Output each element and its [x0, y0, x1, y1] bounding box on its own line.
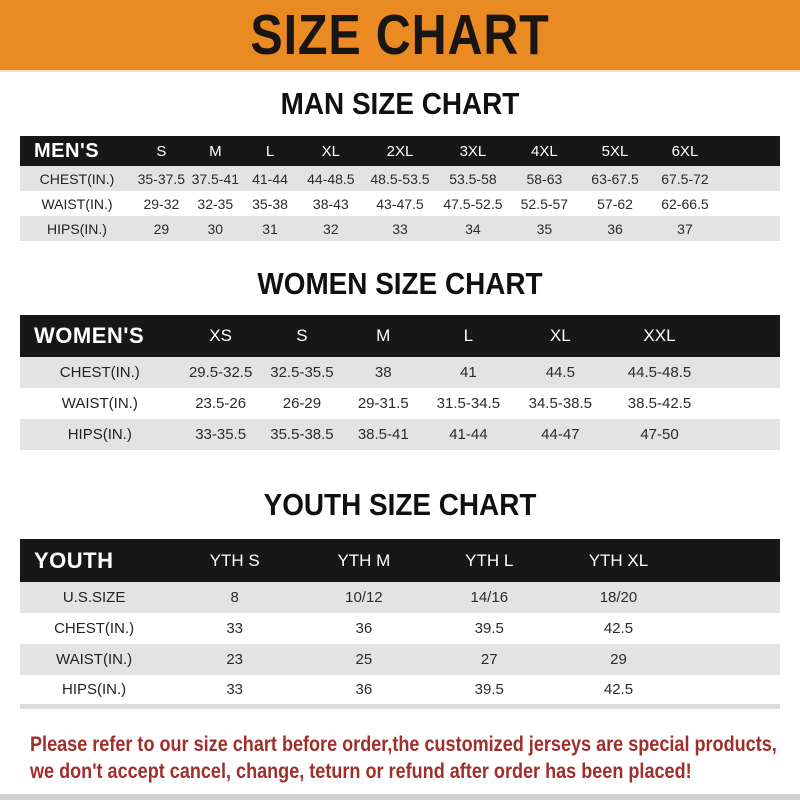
size-col-header: YTH XL [552, 539, 685, 582]
value-cell: 63-67.5 [591, 170, 639, 187]
value-cell: 67.5-72 [661, 170, 709, 187]
value-cell: 32 [323, 220, 339, 237]
value-cell: 35 [536, 220, 553, 237]
row-label: HIPS(IN.) [62, 680, 127, 698]
size-col-header: S [262, 315, 343, 357]
value-cell: 41-44 [449, 426, 488, 443]
value-cell: 38.5-41 [357, 426, 409, 443]
value-cell: 31 [262, 220, 278, 237]
spacer-cell [685, 582, 780, 613]
row-label: WAIST(IN.) [41, 195, 113, 212]
value-cell: 38 [374, 364, 392, 381]
value-cell: 29-32 [143, 195, 180, 212]
table-row [20, 357, 780, 388]
value-cell: 34 [465, 220, 481, 237]
table-row [20, 675, 780, 706]
value-cell: 41 [460, 364, 477, 381]
spacer-cell [711, 388, 780, 419]
value-cell: 14/16 [470, 589, 509, 606]
men-section-heading: MAN SIZE CHART [280, 86, 520, 121]
table-row [20, 613, 780, 644]
value-cell: 23 [226, 651, 244, 668]
table-row [20, 191, 780, 216]
spacer-cell [719, 191, 780, 216]
value-cell: 33-35.5 [195, 426, 247, 443]
size-col-header: L [424, 315, 512, 357]
value-cell: 44.5-48.5 [627, 364, 692, 381]
spacer-cell [719, 166, 780, 191]
spacer-cell [719, 136, 780, 166]
value-cell: 29 [610, 651, 627, 668]
table-row [20, 166, 780, 191]
value-cell: 53.5-58 [449, 170, 497, 187]
size-chart-banner [0, 0, 800, 72]
value-cell: 27 [480, 651, 498, 668]
women-size-table [20, 315, 780, 450]
value-cell: 29 [153, 220, 170, 237]
value-cell: 57-62 [597, 195, 633, 212]
women-header-row [20, 315, 780, 357]
spacer-cell [711, 315, 780, 357]
spacer-cell [711, 419, 780, 450]
value-cell: 34.5-38.5 [528, 395, 593, 412]
value-cell: 47-50 [640, 426, 679, 443]
value-cell: 33 [226, 680, 244, 698]
value-cell: 36 [355, 620, 373, 637]
spacer-cell [719, 216, 780, 241]
size-col-header: YTH S [168, 539, 301, 582]
row-label: HIPS(IN.) [67, 426, 132, 443]
size-col-header: YTH L [427, 539, 552, 582]
size-col-header: XS [180, 315, 262, 357]
size-col-header: XXL [608, 315, 711, 357]
value-cell: 42.5 [603, 680, 634, 698]
youth-section-heading: YOUTH SIZE CHART [263, 487, 537, 522]
row-label: CHEST(IN.) [54, 620, 135, 637]
spacer-cell [685, 644, 780, 675]
women-section-heading: WOMEN SIZE CHART [257, 266, 543, 301]
table-row [20, 582, 780, 613]
value-cell: 35-37.5 [137, 170, 186, 187]
table-row [20, 388, 780, 419]
value-cell: 58-63 [526, 170, 563, 187]
value-cell: 39.5 [474, 620, 504, 637]
size-col-header: 3XL [436, 136, 509, 166]
value-cell: 33 [392, 220, 408, 237]
value-cell: 38.5-42.5 [627, 395, 692, 412]
table-row [20, 216, 780, 241]
spacer-cell [685, 539, 780, 582]
value-cell: 35.5-38.5 [270, 426, 334, 443]
table-row [20, 419, 780, 450]
men-band-label: MEN'S [20, 136, 134, 166]
bottom-bar [0, 794, 800, 800]
banner-title: SIZE CHART [250, 2, 550, 67]
row-label: CHEST(IN.) [39, 170, 115, 187]
youth-size-table [20, 539, 780, 709]
value-cell: 31.5-34.5 [436, 395, 501, 412]
value-cell: 44-47 [541, 426, 580, 443]
value-cell: 43-47.5 [376, 195, 424, 212]
value-cell: 30 [207, 220, 224, 237]
value-cell: 47.5-52.5 [443, 195, 503, 212]
youth-header-row [20, 539, 780, 582]
value-cell: 41-44 [252, 170, 288, 187]
note-line-2: we don't accept cancel, change, teturn or refund after order has been placed! [30, 759, 692, 783]
value-cell: 37.5-41 [191, 170, 240, 187]
size-col-header: L [242, 136, 298, 166]
value-cell: 37 [677, 220, 693, 237]
note-line-1: Please refer to our size chart before order,the customized jerseys are special products, [30, 732, 777, 756]
spacer-cell [685, 613, 780, 644]
size-col-header: YTH M [301, 539, 426, 582]
value-cell: 36 [355, 680, 373, 698]
value-cell: 62-66.5 [661, 195, 709, 212]
value-cell: 36 [607, 220, 623, 237]
size-col-header: M [342, 315, 424, 357]
value-cell: 44.5 [545, 364, 575, 381]
value-cell: 32-35 [197, 195, 234, 212]
row-label: U.S.SIZE [62, 589, 126, 606]
value-cell: 32.5-35.5 [270, 364, 334, 381]
size-col-header: 5XL [579, 136, 650, 166]
value-cell: 29-31.5 [357, 395, 409, 412]
size-col-header: S [134, 136, 189, 166]
table-row [20, 644, 780, 675]
value-cell: 25 [355, 651, 373, 668]
value-cell: 26-29 [282, 395, 322, 412]
value-cell: 35-38 [252, 195, 288, 212]
row-label: WAIST(IN.) [61, 395, 138, 412]
women-band-label: WOMEN'S [20, 315, 180, 357]
value-cell: 48.5-53.5 [370, 170, 430, 187]
disclaimer-note [30, 731, 800, 785]
spacer-cell [685, 675, 780, 706]
value-cell: 8 [230, 589, 239, 606]
value-cell: 52.5-57 [520, 195, 569, 212]
row-label: CHEST(IN.) [59, 364, 140, 381]
row-label: HIPS(IN.) [47, 220, 107, 237]
value-cell: 42.5 [603, 620, 634, 637]
value-cell: 29.5-32.5 [188, 364, 253, 381]
value-cell: 38-43 [312, 195, 349, 212]
row-label: WAIST(IN.) [56, 651, 133, 668]
size-col-header: 6XL [651, 136, 719, 166]
men-size-table [20, 136, 780, 241]
spacer-cell [711, 357, 780, 388]
size-col-header: XL [298, 136, 363, 166]
size-col-header: 2XL [364, 136, 437, 166]
value-cell: 44-48.5 [307, 170, 355, 187]
value-cell: 23.5-26 [195, 395, 247, 412]
size-col-header: M [189, 136, 242, 166]
value-cell: 10/12 [345, 589, 383, 606]
value-cell: 18/20 [599, 589, 638, 606]
value-cell: 33 [226, 620, 244, 637]
size-col-header: 4XL [509, 136, 579, 166]
men-header-row [20, 136, 780, 166]
value-cell: 39.5 [474, 680, 504, 698]
size-col-header: XL [512, 315, 608, 357]
youth-band-label: YOUTH [20, 539, 168, 582]
